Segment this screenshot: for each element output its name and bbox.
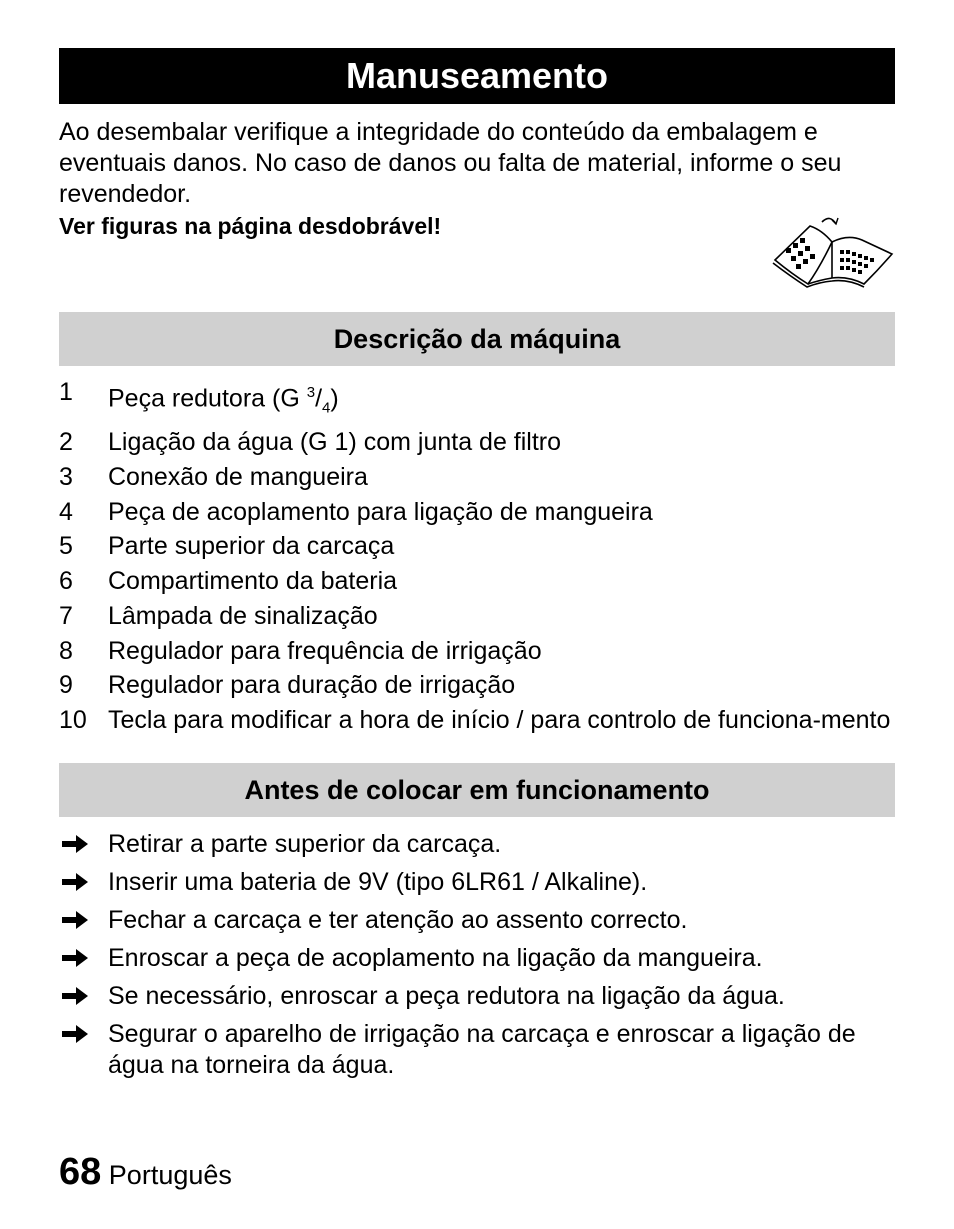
arrow-right-icon [60,947,90,969]
language-label: Português [108,1160,232,1190]
list-item: 9 Regulador para duração de irrigação [59,671,516,700]
list-item: 2 Ligação da água (G 1) com junta de filtro [59,428,562,457]
list-item: Enroscar a peça de acoplamento na ligação da mangueira. [59,943,899,974]
page-footer [59,1149,232,1198]
list-item: 8 Regulador para frequência de irrigação [59,636,542,665]
list-item: Fechar a carcaça e ter atenção ao assento correcto. [59,905,899,936]
arrow-right-icon [60,871,90,893]
arrow-right-icon [60,909,90,931]
list-item: 4 Peça de acoplamento para ligação de mangueira [59,497,653,526]
section-heading-before-operation: Antes de colocar em funcionamento [59,763,895,817]
preparation-steps-list [59,829,899,1088]
page-number: 68 [59,1151,102,1193]
intro-paragraph: Ao desembalar verifique a integridade do conteúdo da embalagem e eventuais danos. No caso de danos ou falta de material, informe o seu revendedor. [59,118,842,208]
list-item: 5 Parte superior da carcaça [59,532,395,561]
foldout-note: Ver figuras na página desdobrável! [59,213,442,239]
machine-parts-list [59,377,899,740]
list-item: 1 Peça redutora (G $^3/_4$) [59,378,339,417]
arrow-right-icon [60,1023,90,1045]
page-title: Manuseamento [59,48,895,104]
list-item: 3 Conexão de mangueira [59,462,368,491]
arrow-right-icon [60,833,90,855]
list-item: 6 Compartimento da bateria [59,567,398,596]
list-item: Se necessário, enroscar a peça redutora na ligação da água. [59,981,899,1012]
list-item: 10 Tecla para modificar a hora de início / para controlo de funciona-mento [59,706,891,735]
arrow-right-icon [60,985,90,1007]
list-item: 7 Lâmpada de sinalização [59,601,378,630]
section-heading-machine-description: Descrição da máquina [59,312,895,366]
list-item: Inserir uma bateria de 9V (tipo 6LR61 / Alkaline). [59,867,899,898]
foldout-book-icon [770,212,895,288]
list-item: Retirar a parte superior da carcaça. [59,829,899,860]
list-item: Segurar o aparelho de irrigação na carcaça e enroscar a ligação de água na torneira da água. [59,1019,899,1081]
